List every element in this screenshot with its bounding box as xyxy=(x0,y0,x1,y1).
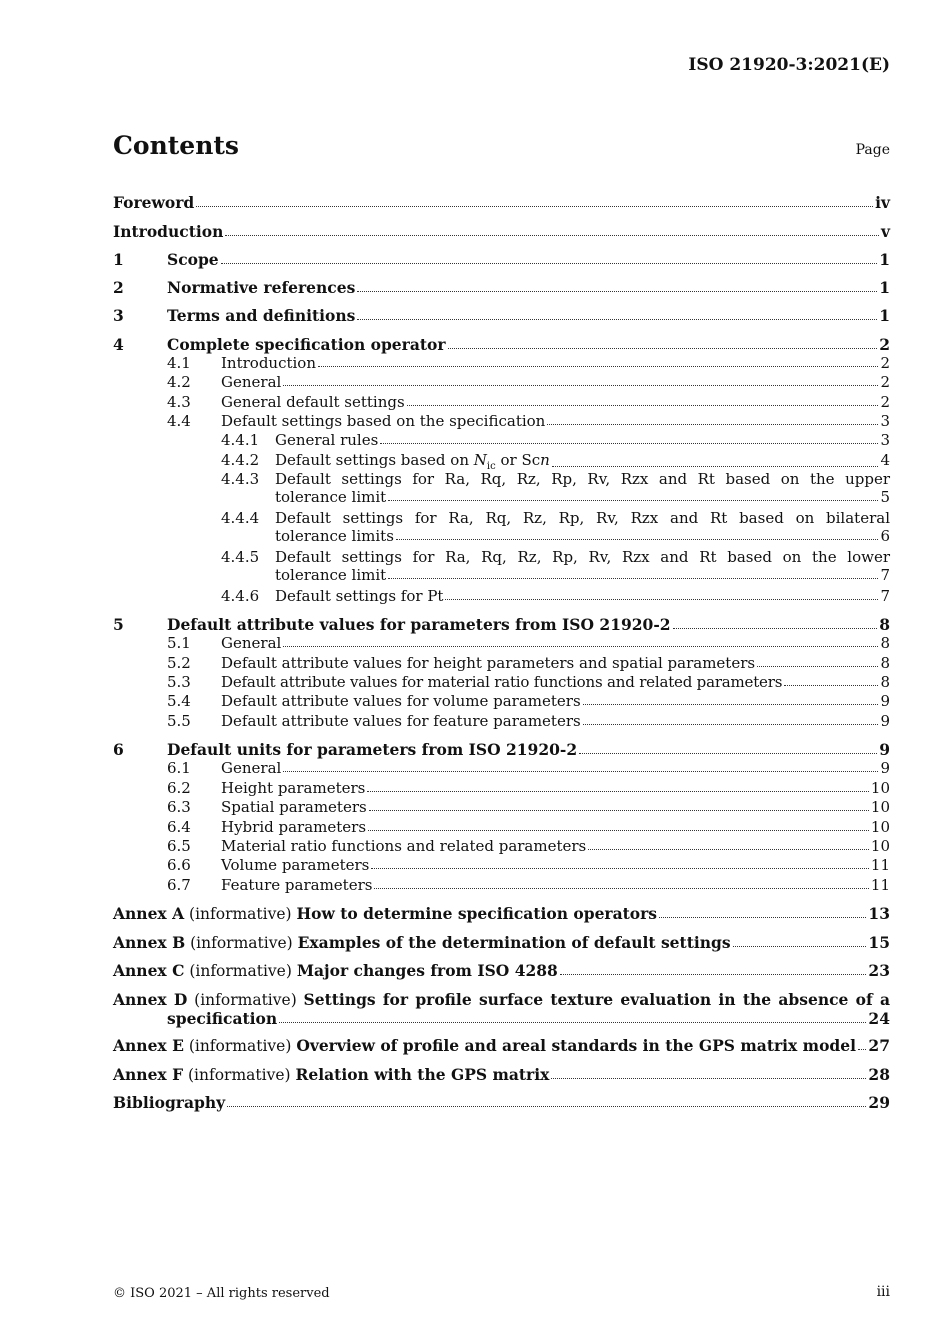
toc-page: 9 xyxy=(880,759,890,778)
toc-page: 8 xyxy=(880,653,890,672)
toc-page: 7 xyxy=(880,586,890,605)
toc-entry-4-2[interactable] xyxy=(113,373,890,392)
toc-page: 3 xyxy=(880,411,890,430)
toc-number: 4.4.2 xyxy=(221,450,260,469)
toc-number: 6.3 xyxy=(167,798,191,817)
toc-page: 27 xyxy=(868,1036,890,1056)
toc-label: Annex A (informative) How to determine specification operators xyxy=(113,904,658,924)
toc-number: 3 xyxy=(113,306,124,326)
toc-label: Introduction xyxy=(221,353,316,372)
toc-label: Scope xyxy=(167,249,219,269)
toc-number: 4.1 xyxy=(167,353,191,372)
copyright-notice: © ISO 2021 – All rights reserved xyxy=(113,1286,330,1301)
toc-entry-4-1[interactable] xyxy=(113,354,890,373)
page-number: iii xyxy=(876,1284,890,1300)
toc-entry-clause-4[interactable] xyxy=(113,325,890,353)
toc-page: 6 xyxy=(880,526,890,545)
leader-dots xyxy=(448,348,878,349)
toc-entry-4-4-2[interactable] xyxy=(113,451,890,470)
toc-label-continued: tolerance limit xyxy=(275,565,387,584)
toc-page: 2 xyxy=(880,353,890,372)
toc-label: General rules xyxy=(275,431,379,450)
toc-entry-annex-e[interactable] xyxy=(113,1027,890,1055)
toc-page: 2 xyxy=(880,392,890,411)
leader-dots xyxy=(733,946,867,947)
toc-page: 9 xyxy=(880,692,890,711)
toc-page: 10 xyxy=(870,837,890,856)
leader-dots xyxy=(279,1022,866,1023)
toc-number: 4.4 xyxy=(167,411,191,430)
toc-entry-annex-f[interactable] xyxy=(113,1055,890,1083)
toc-entry-6-3[interactable] xyxy=(113,798,890,817)
toc-page: 3 xyxy=(880,431,890,450)
toc-entry-4-4-5[interactable] xyxy=(113,548,890,587)
toc-page: v xyxy=(880,221,890,241)
toc-entry-5-1[interactable] xyxy=(113,634,890,653)
toc-page: 4 xyxy=(880,450,890,469)
toc-number: 2 xyxy=(113,278,124,298)
leader-dots xyxy=(368,830,869,831)
toc-number: 5.5 xyxy=(167,711,191,730)
toc-label: Default settings based on $N_{ic}$ or Scn xyxy=(275,450,550,472)
toc-number: 4.4.6 xyxy=(221,586,260,605)
leader-dots xyxy=(388,500,878,501)
toc-number: 6.5 xyxy=(167,837,191,856)
toc-number: 1 xyxy=(113,249,124,269)
toc-label: General default settings xyxy=(221,392,405,411)
toc-page: 23 xyxy=(868,961,890,981)
toc-label-continued: tolerance limit xyxy=(275,488,387,507)
toc-entry-4-4-3[interactable] xyxy=(113,470,890,509)
toc-number: 5.3 xyxy=(167,672,191,691)
toc-number: 4.4.4 xyxy=(221,508,260,527)
leader-dots xyxy=(579,753,877,754)
leader-dots xyxy=(659,917,866,918)
toc-page: 10 xyxy=(870,798,890,817)
toc-page: 8 xyxy=(880,634,890,653)
toc-page: 24 xyxy=(868,1009,890,1029)
toc-number: 6.2 xyxy=(167,778,191,797)
toc-entry-6-1[interactable] xyxy=(113,759,890,778)
toc-entry-annex-a[interactable] xyxy=(113,895,890,923)
toc-page: 8 xyxy=(880,672,890,691)
toc-entry-annex-d[interactable] xyxy=(113,980,890,1027)
leader-dots xyxy=(560,974,867,975)
leader-dots xyxy=(388,578,878,579)
leader-dots xyxy=(371,868,869,869)
toc-label: General xyxy=(221,373,282,392)
toc-entry-6-4[interactable] xyxy=(113,818,890,837)
leader-dots xyxy=(283,385,878,386)
toc-entry-6-6[interactable] xyxy=(113,856,890,875)
toc-page: 11 xyxy=(870,856,890,875)
toc-label: Annex C (informative) Major changes from ISO 4288 xyxy=(113,961,558,981)
toc-number: 4.4.1 xyxy=(221,431,260,450)
toc-label: Default units for parameters from ISO 21920-2 xyxy=(167,740,578,760)
toc-number: 6.7 xyxy=(167,875,191,894)
toc-entry-5-3[interactable] xyxy=(113,673,890,692)
toc-entry-5-5[interactable] xyxy=(113,712,890,731)
toc-number: 5.4 xyxy=(167,692,191,711)
toc-page: 11 xyxy=(870,875,890,894)
toc-label: Default settings based on the specification xyxy=(221,411,546,430)
leader-dots xyxy=(583,704,879,705)
toc-entry-introduction[interactable] xyxy=(113,212,890,240)
leader-dots xyxy=(357,319,877,320)
toc-page: 1 xyxy=(879,278,890,298)
toc-entry-clause-6[interactable] xyxy=(113,731,890,759)
toc-number: 6.6 xyxy=(167,856,191,875)
toc-label: Default settings for Pt xyxy=(275,586,444,605)
toc-label: Height parameters xyxy=(221,778,366,797)
toc-page: 10 xyxy=(870,778,890,797)
toc-entry-clause-2[interactable] xyxy=(113,269,890,297)
leader-dots xyxy=(318,366,878,367)
leader-dots xyxy=(673,628,878,629)
toc-entry-foreword[interactable] xyxy=(113,184,890,212)
toc-page: 1 xyxy=(879,249,890,269)
toc-page: 10 xyxy=(870,817,890,836)
table-of-contents xyxy=(113,184,890,1112)
toc-entry-clause-1[interactable] xyxy=(113,241,890,269)
leader-dots xyxy=(583,724,879,725)
toc-entry-4-4-6[interactable] xyxy=(113,587,890,606)
toc-label: Volume parameters xyxy=(221,856,370,875)
toc-label-continued: specification xyxy=(167,1009,278,1029)
toc-entry-4-3[interactable] xyxy=(113,393,890,412)
toc-number: 4.2 xyxy=(167,373,191,392)
leader-dots xyxy=(396,539,879,540)
toc-number: 6.1 xyxy=(167,759,191,778)
page-title: Contents xyxy=(113,131,240,160)
toc-label: Default attribute values for volume parameters xyxy=(221,692,581,711)
toc-page: 5 xyxy=(880,488,890,507)
toc-number: 4.3 xyxy=(167,392,191,411)
toc-number: 6.4 xyxy=(167,817,191,836)
toc-page: 8 xyxy=(879,615,890,635)
toc-entry-4-4-4[interactable] xyxy=(113,509,890,548)
toc-page: 13 xyxy=(868,904,890,924)
toc-entry-6-5[interactable] xyxy=(113,837,890,856)
leader-dots xyxy=(357,291,877,292)
toc-page: 9 xyxy=(879,740,890,760)
toc-label-continued: tolerance limits xyxy=(275,526,394,545)
toc-label: Hybrid parameters xyxy=(221,817,367,836)
toc-entry-4-4-1[interactable] xyxy=(113,431,890,450)
toc-label: Feature parameters xyxy=(221,875,373,894)
leader-dots xyxy=(380,443,878,444)
leader-dots xyxy=(588,849,869,850)
toc-label: Terms and definitions xyxy=(167,306,356,326)
toc-entry-annex-c[interactable] xyxy=(113,952,890,980)
leader-dots xyxy=(369,810,869,811)
toc-number: 5.1 xyxy=(167,634,191,653)
toc-entry-clause-3[interactable] xyxy=(113,297,890,325)
toc-entry-bibliography[interactable] xyxy=(113,1084,890,1112)
toc-label: Complete specification operator xyxy=(167,334,446,354)
leader-dots xyxy=(367,791,869,792)
toc-label: Default settings for Ra, Rq, Rz, Rp, Rv, Rzx and Rt based on bilateral xyxy=(275,508,890,527)
toc-number: 4 xyxy=(113,334,124,354)
toc-label: Default settings for Ra, Rq, Rz, Rp, Rv, Rzx and Rt based on the upper xyxy=(275,470,890,489)
toc-label: Foreword xyxy=(113,193,195,213)
toc-label: Material ratio functions and related parameters xyxy=(221,837,587,856)
toc-number: 4.4.5 xyxy=(221,547,260,566)
toc-label: Normative references xyxy=(167,278,356,298)
toc-label: General xyxy=(221,634,282,653)
leader-dots xyxy=(547,424,878,425)
leader-dots xyxy=(551,1078,866,1079)
toc-page: 9 xyxy=(880,711,890,730)
toc-number: 5 xyxy=(113,615,124,635)
leader-dots xyxy=(225,235,879,236)
toc-label: Bibliography xyxy=(113,1092,226,1112)
toc-label: Introduction xyxy=(113,221,224,241)
toc-entry-6-7[interactable] xyxy=(113,876,890,895)
toc-label: Default attribute values for parameters from ISO 21920-2 xyxy=(167,615,671,635)
leader-dots xyxy=(227,1106,866,1107)
leader-dots xyxy=(374,888,868,889)
toc-number: 6 xyxy=(113,740,124,760)
toc-page: 7 xyxy=(880,565,890,584)
toc-page: 2 xyxy=(879,334,890,354)
toc-number: 5.2 xyxy=(167,653,191,672)
toc-entry-5-2[interactable] xyxy=(113,654,890,673)
toc-entry-4-4[interactable] xyxy=(113,412,890,431)
leader-dots xyxy=(552,466,879,467)
toc-entry-clause-5[interactable] xyxy=(113,606,890,634)
toc-entry-6-2[interactable] xyxy=(113,779,890,798)
toc-label: Annex F (informative) Relation with the GPS matrix xyxy=(113,1064,550,1084)
toc-label: General xyxy=(221,759,282,778)
leader-dots xyxy=(196,206,873,207)
page-column-label: Page xyxy=(855,142,890,158)
toc-page: 29 xyxy=(868,1092,890,1112)
toc-label: Annex D (informative) Settings for profile surface texture evaluation in the absence of a xyxy=(113,990,890,1010)
toc-page: 1 xyxy=(879,306,890,326)
leader-dots xyxy=(221,263,878,264)
toc-page: 2 xyxy=(880,373,890,392)
leader-dots xyxy=(283,646,878,647)
toc-label: Spatial parameters xyxy=(221,798,367,817)
toc-entry-5-4[interactable] xyxy=(113,692,890,711)
leader-dots xyxy=(757,666,878,667)
toc-label: Default attribute values for height parameters and spatial parameters xyxy=(221,653,756,672)
leader-dots xyxy=(445,599,878,600)
leader-dots xyxy=(283,771,878,772)
toc-label: Default settings for Ra, Rq, Rz, Rp, Rv, Rzx and Rt based on the lower xyxy=(275,547,890,566)
leader-dots xyxy=(858,1049,866,1050)
toc-page: 15 xyxy=(868,932,890,952)
toc-page: iv xyxy=(875,193,890,213)
toc-number: 4.4.3 xyxy=(221,470,260,489)
toc-label: Default attribute values for material ratio functions and related parameters xyxy=(221,672,783,691)
toc-label: Default attribute values for feature parameters xyxy=(221,711,581,730)
toc-label: Annex E (informative) Overview of profile and areal standards in the GPS matrix model xyxy=(113,1036,857,1056)
toc-page: 28 xyxy=(868,1064,890,1084)
leader-dots xyxy=(407,405,879,406)
toc-entry-annex-b[interactable] xyxy=(113,923,890,951)
document-id: ISO 21920-3:2021(E) xyxy=(688,55,890,75)
toc-label: Annex B (informative) Examples of the determination of default settings xyxy=(113,932,731,952)
leader-dots xyxy=(784,685,878,686)
